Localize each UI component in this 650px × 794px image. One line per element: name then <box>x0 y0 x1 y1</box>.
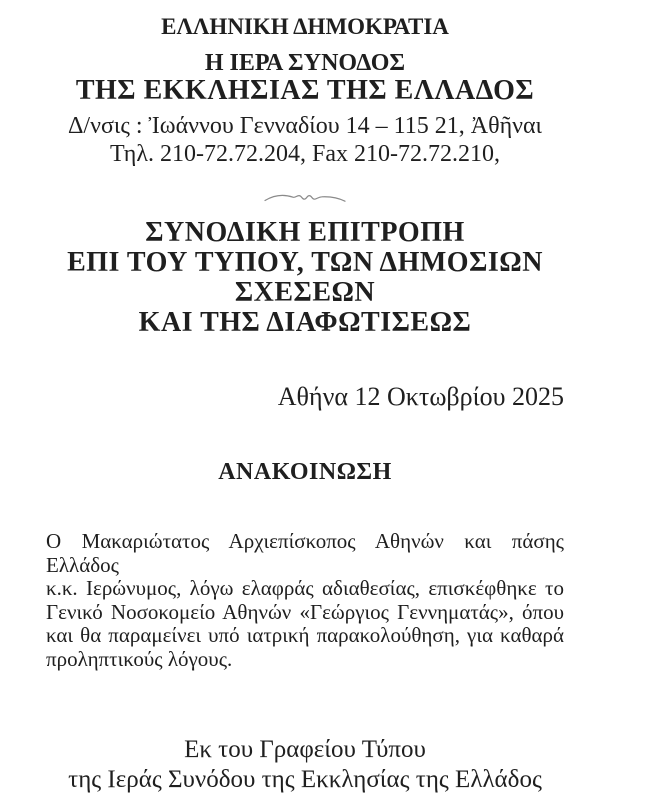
calligraphic-divider-icon <box>46 190 564 204</box>
body-line: κ.κ. Ιερώνυμος, λόγω ελαφράς αδιαθεσίας, επισκέφθηκε το <box>46 576 564 600</box>
committee-title-line: ΣΥΝΟΔΙΚΗ ΕΠΙΤΡΟΠΗ <box>145 217 465 248</box>
signature-line2: της Ιεράς Συνόδου της Εκκλησίας της Ελλάδος <box>68 766 542 793</box>
body-line: Γενικό Νοσοκομείο Αθηνών «Γεώργιος Γεννηματάς», όπου <box>46 599 564 624</box>
announcement-body <box>46 530 564 671</box>
dateline: Αθήνα 12 Οκτωβρίου 2025 <box>277 382 564 411</box>
signature-line1: Εκ του Γραφείου Τύπου <box>184 736 426 763</box>
org-title-line2: Η ΙΕΡΑ ΣΥΝΟΔΟΣ <box>204 50 406 76</box>
body-line: και θα παραμείνει υπό ιατρική παρακολούθηση, για καθαρά <box>46 623 564 647</box>
phone-fax-line: Τηλ. 210-72.72.204, Fax 210-72.72.210, <box>110 141 500 167</box>
announcement-title: ΑΝΑΚΟΙΝΩΣΗ <box>218 459 392 485</box>
org-title-line3: ΤΗΣ ΕΚΚΛΗΣΙΑΣ ΤΗΣ ΕΛΛΑΔΟΣ <box>75 75 535 106</box>
org-title-line1: ΕΛΛΗΝΙΚΗ ΔΗΜΟΚΡΑΤΙΑ <box>161 14 449 39</box>
committee-title-line: ΕΠΙ ΤΟΥ ΤΥΠΟΥ, ΤΩΝ ΔΗΜΟΣΙΩΝ <box>67 247 543 278</box>
body-line: Ο Μακαριώτατος Αρχιεπίσκοπος Αθηνών και πάσης Ελλάδος <box>46 529 564 577</box>
committee-title-line: ΚΑΙ ΤΗΣ ΔΙΑΦΩΤΙΣΕΩΣ <box>138 307 472 338</box>
signature-block <box>46 735 564 794</box>
address-line: Δ/νσις : Ἰωάννου Γενναδίου 14 – 115 21, Ἀθῆναι <box>67 113 542 139</box>
body-line: προληπτικούς λόγους. <box>46 646 233 671</box>
committee-title-block <box>46 218 564 338</box>
committee-title-line: ΣΧΕΣΕΩΝ <box>234 277 376 308</box>
